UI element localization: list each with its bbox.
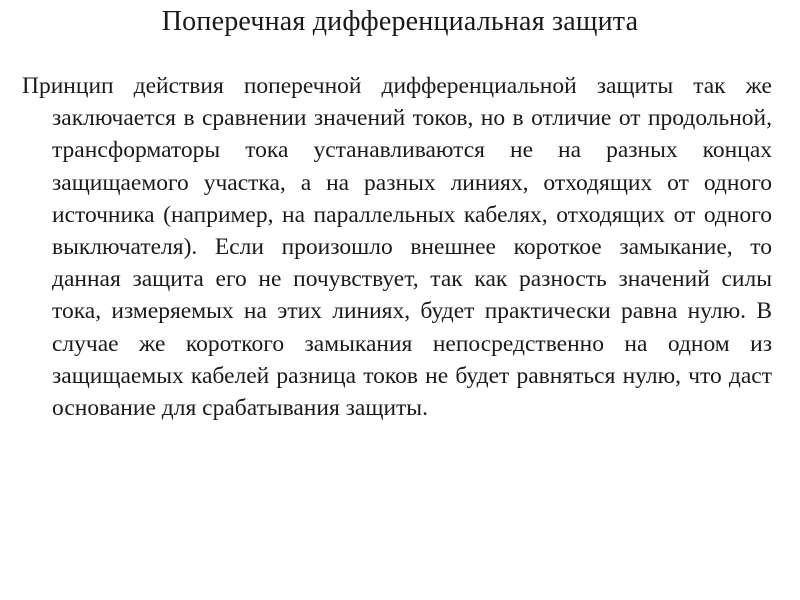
slide-title: Поперечная дифференциальная защита bbox=[161, 6, 639, 37]
slide-body-text: Принцип действия поперечной дифференциальной защиты так же заключается в сравнении значений токов, но в отличие от продольной, трансформаторы тока устанавливаются не на разных концах защищаемого участка, а на разных линиях, отходящих от одного источника (например, на параллельных кабелях, отходящих от одного выключателя). Если произошло внешнее короткое замыкание, то данная защита его не почувствует, так как разность значений силы тока, измеряемых на этих линиях, будет практически равна нулю. В случае же короткого замыкания непосредственно на одном из защищаемых кабелей разница токов не будет равняться нулю, что даст основание для срабатывания защиты. bbox=[22, 73, 772, 422]
